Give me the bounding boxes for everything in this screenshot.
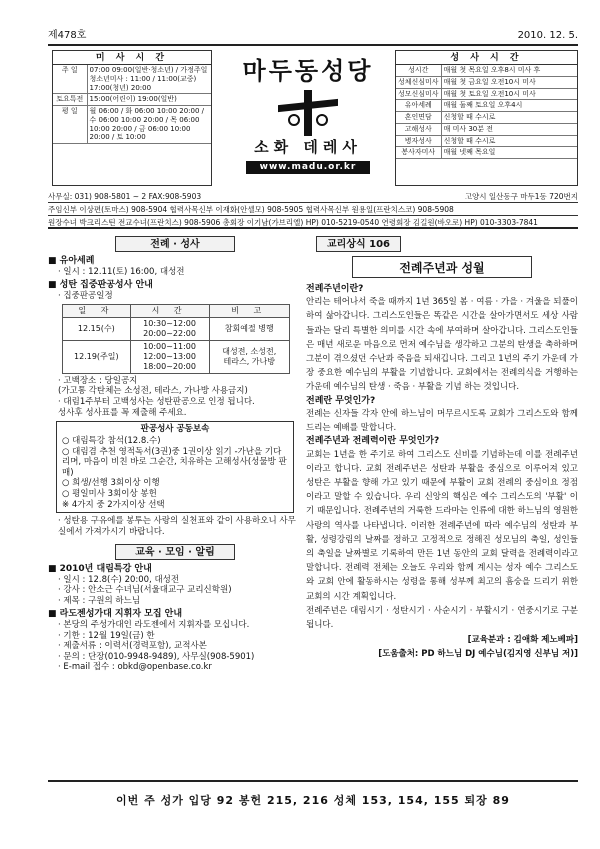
penance-schedule-table bbox=[62, 304, 290, 374]
issue-header bbox=[48, 30, 578, 46]
credit-source: [도움출처: PD 하느님 DJ 예수님(김지영 신부님 저)] bbox=[378, 648, 578, 659]
parish-name: 마두동성당 bbox=[242, 56, 374, 85]
article-paragraph: 전례는 신자들 각자 안에 하느님이 머무르시도록 교회가 그리스도와 함께 드리는 예배를 말합니다. bbox=[306, 408, 578, 434]
table-row: 12.19(주일) 10:00~11:00 12:00~13:00 18:00~20:00 대성전, 소성전, 테라스, 가나방 bbox=[63, 340, 290, 373]
question-heading: 전례주년과 전례력이란 무엇인가? bbox=[306, 436, 440, 447]
catechism-series-label: 교리상식 106 bbox=[316, 236, 401, 252]
mass-row: 평 일 월 06:00 / 화 06:00 10:00 20:00 / 수 06:00 10:00 20:00 / 목 06:00 10:00 20:00 / 금 06:00 10:00 20:00 / 토 10:00 bbox=[53, 106, 211, 144]
advent-lecture-line: · 강사 : 안소근 수녀님(서울대교구 교리신학원) bbox=[58, 585, 232, 596]
sacrament-row: 고해성사 매 미사 30분 전 bbox=[396, 123, 577, 135]
sacrament-row: 성체신심미사 매월 첫 금요일 오전10시 미사 bbox=[396, 76, 577, 88]
choir-recruit-line: · 문의 : 단장(010-9948-9489), 사무실(908-5901) bbox=[58, 651, 255, 662]
parish-address: 고양시 일산동구 마두1동 720번지 bbox=[464, 192, 578, 201]
penance-note: · 대림1주부터 고백성사는 성탄판공으로 인정 됩니다. bbox=[58, 397, 255, 407]
article-paragraph: 전례주년은 대림시기 · 성탄시기 · 사순시기 · 부활시기 · 연중시기로 구분됩니다. bbox=[306, 605, 578, 631]
col-time: 시 간 bbox=[130, 304, 209, 317]
left-column bbox=[48, 236, 302, 673]
sacrament-row: 병자성사 신청할 때 수시로 bbox=[396, 135, 577, 147]
staff-line: 주임신부 이상편(토마스) 908-5904 협력사목신부 이재화(안셀모) 908-5905 협력사목신부 원용일(프란치스코) 908-5908 bbox=[48, 203, 578, 216]
choir-recruit-line: · 제출서류 : 이력서(경력포함), 교적사본 bbox=[58, 641, 207, 652]
liturgy-section-title: 전례 · 성사 bbox=[115, 236, 235, 252]
mass-times-table bbox=[53, 65, 211, 144]
table-row: 12.15(수) 10:30~12:00 20:00~22:00 참회예절 병행 bbox=[63, 317, 290, 340]
common-penance-title: 판공성사 공동보속 bbox=[140, 424, 210, 435]
infant-baptism-title: ■ 유아세례 bbox=[48, 256, 95, 266]
office-phone: 사무실: 031) 908-5801 ~ 2 FAX:908-5903 bbox=[48, 192, 202, 201]
penance-note: (가고통 각탄체는 소성전, 테라스, 가나방 사용금지) bbox=[58, 386, 248, 397]
education-section-title: 교육 · 모임 · 알림 bbox=[115, 544, 235, 560]
advent-lecture-line: · 제목 : 구원의 하느님 bbox=[58, 596, 141, 606]
sacrament-times-table bbox=[396, 65, 577, 159]
article-paragraph: 교회는 1년을 한 주기로 하여 그리스도 신비를 기념하는데 이를 전례주년이라고 합니다. 교회 전례주년은 성탄과 부활을 중심으로 이루어져 있고 성탄은 부활을 향해 가고 있기 때문에 부활이 교회 전례의 중심이요 정점이라고 말할 수 있습니다. 우리 신앙의 핵심은 예수 그리스도의 '부활' 이기 때문입니다. 전례주년의 거룩한 드라마는 인류에 대한 하느님의 영원한 사랑의 역사를 나타냅니다. 이러한 전례주년에 따라 예수님의 성탄과 부활, 성령강림의 날짜를 정하고 고정적으로 정해진 성모님의 축일, 성인들의 축일을 날짜별로 기록하여 만든 1년 동안의 교회 달력을 전례력이라고 말합니다. 전례력 전체는 오늘도 우리와 함께 계시는 성자 예수 그리스도와 교회 안에 활동하시는 성령을 통해 성부께 최고의 흠숭을 드리기 위한 교회의 시간 계획입니다. bbox=[306, 449, 578, 602]
choir-recruit-line: · 본당의 주성가대인 라도젠에서 지휘자를 모십니다. bbox=[58, 619, 250, 630]
question-heading: 전례주년이란? bbox=[306, 284, 364, 294]
masthead bbox=[52, 50, 578, 190]
choir-recruit-line: · 기한 : 12월 19일(금) 한 bbox=[58, 630, 155, 641]
mass-row: 주 일 07:00 09:00(일반·청소년) / 가정주일 청소년미사 : 11:00 / 11:00(교중) 17:00(청년) 20:00 bbox=[53, 65, 211, 94]
patron-saint: 소화 데레사 bbox=[254, 138, 362, 156]
contact-email[interactable]: · E-mail 접수 : obkd@openbase.co.kr bbox=[58, 662, 212, 673]
issue-date: 2010. 12. 5. bbox=[517, 30, 578, 41]
question-heading: 전례란 무엇인가? bbox=[306, 395, 376, 406]
sacrament-times-title: 성 사 시 간 bbox=[396, 51, 577, 65]
mass-times-box bbox=[52, 50, 212, 186]
list-item: ○ 평일미사 3회이상 봉헌 bbox=[62, 489, 157, 499]
list-item: ○ 대림겸 추천 영적독서(3권)중 1권이상 읽기 -가난을 기다리며, 마음이 비친 바로 그순간, 치유하는 고해성사(성물방 판매) bbox=[62, 446, 287, 478]
col-date: 일 자 bbox=[63, 304, 131, 317]
list-item: ○ 대림특강 참석(12.8.수) bbox=[62, 435, 161, 446]
choir-recruit-title: ■ 라도젠성가대 지휘자 모집 안내 bbox=[48, 608, 183, 619]
article-paragraph: 안리는 테어나서 죽을 때까지 1년 365일 봄 · 여름 · 가을 · 겨울을 되풀이하여 삶아갑니다. 그리스도인들은 똑같은 시간을 살아가면서도 세상 사람들과는 달리 특별한 의미를 시간 속에 부여하며 살아갑니다. 그리스도인들은 매년 새로운 마음으로 먼저 예수님을 생각하고 그분의 탄생을 축하하며 그분이 겪으셨던 수난과 죽음을 되새깁니다. 그리고 1년의 주기 가운데 가장 중요한 예수님의 부활을 기념합니다. 교회에서는 전례의식을 거행하는 가운데 예수님의 탄생 · 죽음 · 부활을 기념 하는 것입니다. bbox=[306, 297, 578, 393]
cross-rose-icon bbox=[278, 90, 338, 136]
right-column bbox=[306, 236, 578, 659]
sacrament-row: 봉사자미사 매월 넷째 목요일 bbox=[396, 147, 577, 159]
sisters-line: 원장수녀 박크리스틴 전교수녀(프란치스) 908-5906 총회장 이기남(가브리엘) HP) 010-5219-0540 연령회장 김길원(바오로) HP) 010-3303-7841 bbox=[48, 216, 578, 229]
website-link[interactable]: www.madu.or.kr bbox=[246, 161, 371, 174]
infant-baptism-line: · 일시 : 12.11(토) 16:00, 대성전 bbox=[58, 267, 185, 278]
article-title: 전례주년과 성월 bbox=[352, 256, 532, 278]
common-penance-box bbox=[56, 421, 294, 513]
list-item: ※ 4가지 중 2가지이상 선택 bbox=[62, 499, 165, 510]
penance-sub: · 집중판공일정 bbox=[58, 291, 113, 302]
sacrament-row: 성모신심미사 매월 첫 토요일 오전10시 미사 bbox=[396, 88, 577, 100]
issue-number: 제478호 bbox=[48, 30, 87, 41]
advent-lecture-line: · 일시 : 12.8(수) 20:00, 대성전 bbox=[58, 574, 180, 585]
col-note: 비 고 bbox=[209, 304, 290, 317]
penance-title: ■ 성탄 집중판공성사 안내 bbox=[48, 279, 153, 290]
penance-note: 성사후 성사표를 꼭 제출해 주세요. bbox=[58, 407, 187, 418]
sacrament-row: 유아세례 매월 둘째 토요일 오후4시 bbox=[396, 100, 577, 112]
mass-row: 토요특전 15:00(어린이) 19:00(일반) bbox=[53, 94, 211, 106]
sacrament-row: 혼인면담 신청할 때 수시로 bbox=[396, 112, 577, 124]
sacrament-row: 성시간 매월 첫 목요일 오후8시 미사 후 bbox=[396, 65, 577, 76]
list-item: ○ 희생/선행 3회이상 이행 bbox=[62, 478, 160, 489]
hymn-footer: 이번 주 성가 입당 92 봉헌 215, 216 성체 153, 154, 155 퇴장 89 bbox=[48, 780, 578, 808]
mass-times-title: 미 사 시 간 bbox=[53, 51, 211, 65]
sacrament-times-box bbox=[395, 50, 578, 186]
penance-note: · 고백장소 : 당일공지 bbox=[58, 375, 138, 386]
contact-info bbox=[48, 190, 578, 229]
crib-envelope-note: · 성탄용 구유에를 봉투는 사랑의 실천표와 같이 사용하오니 사무실에서 가져가시기 바랍니다. bbox=[58, 516, 296, 537]
advent-lecture-title: ■ 2010년 대림특강 안내 bbox=[48, 563, 152, 574]
credit-education: [교육분과 : 김애화 제노베파] bbox=[467, 635, 578, 646]
parish-logo-block bbox=[218, 50, 398, 186]
